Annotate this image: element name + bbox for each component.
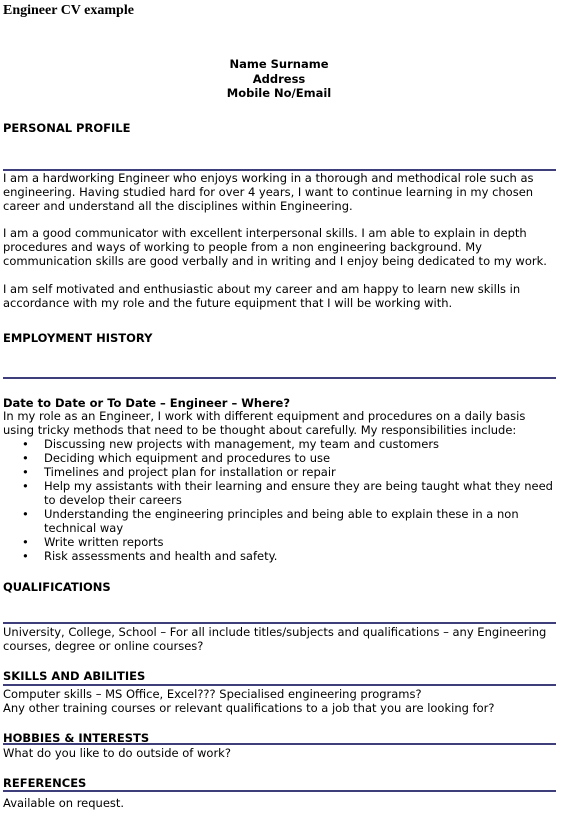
hobbies-heading: HOBBIES & INTERESTS (3, 731, 150, 745)
personal-profile-heading: PERSONAL PROFILE (3, 121, 131, 135)
employment-history-heading: EMPLOYMENT HISTORY (3, 331, 153, 345)
qualifications-text: University, College, School – For all include titles/subjects and qualifications – any Engineering courses, degree or online courses? (3, 625, 547, 653)
qualifications-heading: QUALIFICATIONS (3, 580, 111, 594)
document-title: Engineer CV example (3, 3, 134, 18)
section-divider (3, 743, 556, 745)
list-item: • Help my assistants with their learning and ensure they are being taught what they need to develop their careers (44, 479, 556, 507)
contact-mobile-email: Mobile No/Email (226, 86, 332, 100)
contact-name: Name Surname (229, 57, 329, 71)
contact-address: Address (252, 71, 306, 86)
list-item: • Discussing new projects with management, my team and customers (44, 437, 556, 451)
skills-heading: SKILLS AND ABILITIES (3, 669, 146, 683)
list-item: • Understanding the engineering principles and being able to explain these in a non technical way (44, 507, 556, 535)
list-item: • Write written reports (44, 535, 556, 549)
profile-paragraph: I am a good communicator with excellent interpersonal skills. I am able to explain in depth procedures and ways of working to people from a non engineering background. My communication skills are good verbally and in writing and I enjoy being dedicated to my work. (3, 226, 547, 268)
profile-paragraph: I am self motivated and enthusiastic about my career and am happy to learn new skills in accordance with my role and the future equipment that I will be working with. (3, 282, 521, 310)
contact-block (0, 57, 558, 101)
list-item: • Timelines and project plan for installation or repair (44, 465, 556, 479)
job-intro: In my role as an Engineer, I work with different equipment and procedures on a daily basis using tricky methods that need to be thought about carefully. My responsibilities include: (3, 409, 526, 437)
list-item: • Deciding which equipment and procedures to use (44, 451, 556, 465)
section-divider (3, 377, 556, 379)
job-title: Date to Date or To Date – Engineer – Where? (3, 396, 291, 410)
responsibilities-list (0, 437, 556, 563)
section-divider (3, 622, 556, 624)
list-item: • Risk assessments and health and safety. (44, 549, 556, 563)
references-text: Available on request. (3, 796, 125, 810)
skills-line: Any other training courses or relevant qualifications to a job that you are looking for? (3, 701, 495, 715)
skills-line: Computer skills – MS Office, Excel??? Specialised engineering programs? (3, 687, 422, 701)
section-divider (3, 790, 556, 792)
profile-paragraph: I am a hardworking Engineer who enjoys working in a thorough and methodical role such as engineering. Having studied hard for over 4 years, I want to continue learning in my chosen career and understand all the disciplines within Engineering. (3, 171, 534, 213)
section-divider (3, 684, 556, 686)
references-heading: REFERENCES (3, 776, 87, 790)
hobbies-text: What do you like to do outside of work? (3, 746, 231, 760)
